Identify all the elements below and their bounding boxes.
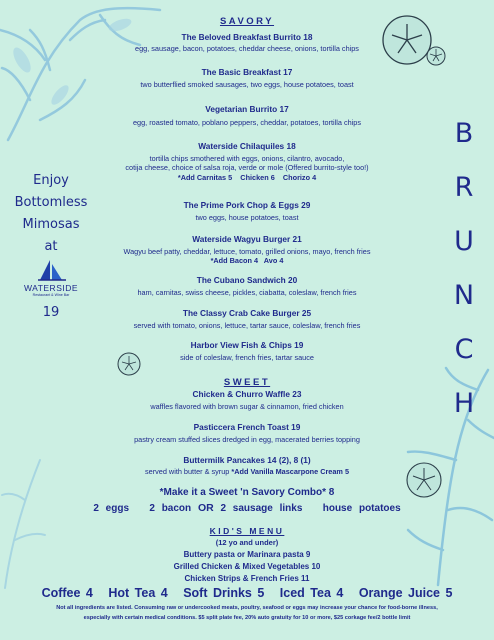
savory-header: SAVORY — [219, 16, 275, 27]
drink-item: Orange Juice 5 — [358, 586, 453, 600]
promo-line-1: Enjoy — [33, 173, 69, 188]
menu-item-name: Harbor View Fish & Chips 19 — [190, 340, 304, 350]
menu-item-desc-line — [95, 467, 399, 476]
combo-title: *Make it a Sweet 'n Savory Combo* 8 — [159, 487, 335, 498]
menu-item-name: Chicken & Churro Waffle 23 — [192, 389, 302, 399]
brunch-letter-r: R — [454, 172, 474, 203]
sweet-header: SWEET — [223, 377, 271, 388]
drink-item: Coffee 4 — [41, 586, 93, 600]
menu-item-name: Waterside Wagyu Burger 21 — [192, 234, 302, 244]
menu-item-desc: served with butter & syrup — [145, 467, 230, 476]
disclaimer-line-2: especially with certain medical conditions. $5 split plate fee, 20% auto gratuity for 10 or more, $25 corkage fee/2 bottle limit — [83, 615, 411, 621]
kids-item: Chicken Strips & French Fries 11 — [184, 574, 310, 583]
promo-line-4: at — [44, 239, 58, 254]
menu-item-desc: two butterflied smoked sausages, two eggs, house potatoes, toast — [140, 80, 354, 89]
logo-tagline: Restaurant & Wine Bar — [32, 293, 70, 297]
menu-item-name: Pasticcera French Toast 19 — [193, 422, 301, 432]
menu-item-desc: pastry cream stuffed slices dredged in egg, macerated berries topping — [134, 435, 360, 444]
kids-item: Buttery pasta or Marinara pasta 9 — [183, 550, 311, 559]
disclaimer-line-1: Not all ingredients are listed. Consuming raw or undercooked meats, poultry, seafood or eggs may increase your chance for food-borne illness, — [56, 605, 438, 611]
menu-item-desc: egg, roasted tomato, poblano peppers, cheddar, potatoes, tortilla chips — [133, 118, 361, 127]
brunch-letter-n: N — [453, 280, 475, 311]
seaweed-decoration-bottom-left — [0, 440, 60, 590]
waterside-logo-icon — [36, 258, 68, 282]
menu-item-addons: *Add Carnitas 5 Chicken 6 Chorizo 4 — [177, 173, 317, 182]
brunch-letter-h: H — [453, 388, 475, 419]
drink-item: Hot Tea 4 — [108, 586, 168, 600]
menu-item-name: The Beloved Breakfast Burrito 18 — [181, 32, 313, 42]
menu-item-name: Vegetarian Burrito 17 — [205, 104, 289, 114]
menu-item-addons: *Add Vanilla Mascarpone Cream 5 — [231, 467, 349, 476]
menu-item-name: The Cubano Sandwich 20 — [196, 275, 298, 285]
drink-item: Iced Tea 4 — [279, 586, 344, 600]
menu-item-desc: served with tomato, onions, lettuce, tartar sauce, coleslaw, french fries — [133, 321, 361, 330]
menu-item-desc: egg, sausage, bacon, potatoes, cheddar cheese, onions, tortilla chips — [135, 44, 359, 53]
kids-item: Grilled Chicken & Mixed Vegetables 10 — [173, 562, 321, 571]
kids-age: (12 yo and under) — [215, 538, 279, 547]
combo-option-b: 2 sausage links house potatoes — [220, 503, 401, 514]
menu-item-desc: waffles flavored with brown sugar & cinnamon, fried chicken — [150, 402, 344, 411]
menu-item-name: The Prime Pork Chop & Eggs 29 — [183, 200, 311, 210]
mimosa-promo — [10, 170, 92, 258]
kids-header: KID'S MENU — [209, 526, 285, 536]
menu-item-desc: side of coleslaw, french fries, tartar sauce — [180, 353, 314, 362]
promo-price: 19 — [42, 305, 60, 320]
sand-dollar-icon-bottom — [406, 462, 442, 498]
brunch-letter-c: C — [454, 334, 474, 365]
menu-item-desc-2: cotija cheese, choice of salsa roja, verde or mole (Offered burrito-style too!) — [125, 163, 369, 172]
menu-item-desc: tortilla chips smothered with eggs, onions, cilantro, avocado, — [149, 154, 345, 163]
menu-item-name: Waterside Chilaquiles 18 — [198, 141, 296, 151]
combo-option-a: 2 eggs 2 bacon — [93, 503, 192, 514]
promo-line-3: Mimosas — [22, 217, 80, 232]
drink-item: Soft Drinks 5 — [183, 586, 265, 600]
promo-line-2: Bottomless — [14, 195, 88, 210]
menu-item-desc: Wagyu beef patty, cheddar, lettuce, tomato, grilled onions, mayo, french fries — [123, 247, 371, 256]
brunch-letter-u: U — [454, 226, 474, 257]
menu-item-name: The Basic Breakfast 17 — [201, 67, 293, 77]
menu-item-name: Buttermilk Pancakes 14 (2), 8 (1) — [183, 455, 311, 465]
logo-wordmark: WATERSIDE — [23, 283, 79, 293]
menu-item-name: The Classy Crab Cake Burger 25 — [182, 308, 312, 318]
combo-options — [70, 502, 424, 514]
menu-item-desc: ham, carnitas, swiss cheese, pickles, ciabatta, coleslaw, french fries — [137, 288, 357, 297]
drinks-row — [0, 586, 494, 600]
menu-item-desc: two eggs, house potatoes, toast — [195, 213, 299, 222]
brunch-letter-b: B — [454, 118, 474, 149]
combo-or: OR — [197, 502, 214, 514]
sand-dollar-icon-small-top — [426, 46, 446, 66]
menu-item-addons: *Add Bacon 4 Avo 4 — [210, 256, 284, 265]
